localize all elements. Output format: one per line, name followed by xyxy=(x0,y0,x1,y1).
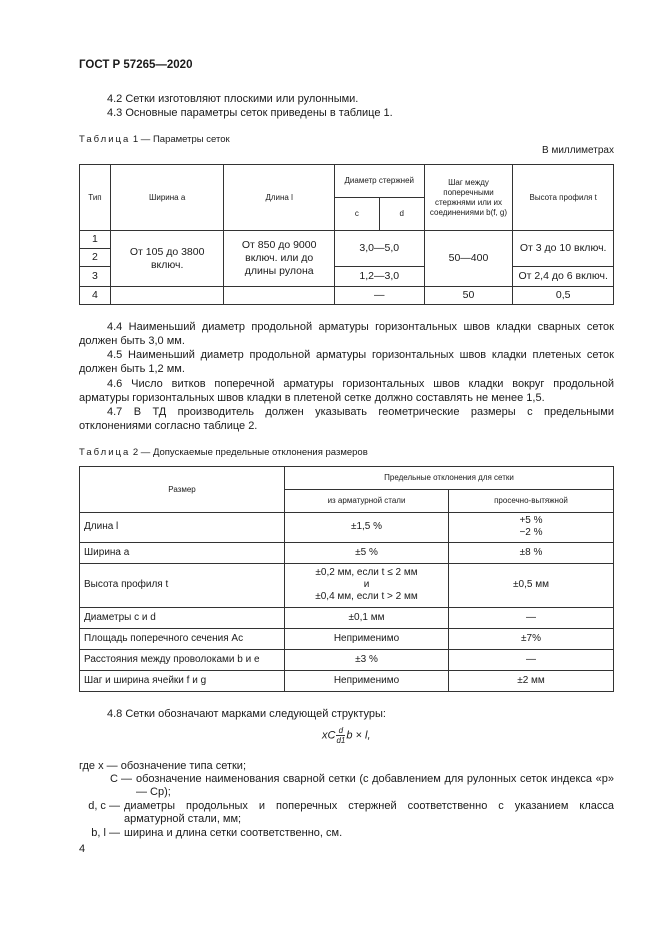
t1-diameter-4: — xyxy=(334,287,424,305)
marking-formula xyxy=(322,726,371,745)
t1-height-4: 0,5 xyxy=(513,287,614,305)
t1-head-d: d xyxy=(379,198,424,231)
formula-denominator: d1 xyxy=(336,736,346,745)
paragraph-4-8: 4.8 Сетки обозначают марками следующей структуры: xyxy=(107,708,386,720)
t2-row-diameters-expanded: — xyxy=(449,607,614,628)
legend-line-dc xyxy=(79,800,614,826)
table2-caption xyxy=(79,447,368,458)
table1-caption-text: 1 — Параметры сеток xyxy=(130,134,230,145)
legend-text: диаметры продольных и поперечных стержней соответственно с указанием класса арматурной стали, мм; xyxy=(124,800,614,825)
t1-type-4: 4 xyxy=(80,287,111,305)
paragraph-4-4: 4.4 Наименьший диаметр продольной арматуры горизонтальных швов кладки сварных сеток должен быть 3,0 мм. xyxy=(79,321,614,347)
t2-row-diameters-steel: ±0,1 мм xyxy=(285,607,449,628)
paragraph-4-6: 4.6 Число витков поперечной арматуры горизонтальных швов кладки вокруг продольной арматуры горизонтальных швов кладки в плетеной сетке должно составлять не менее 1,5. xyxy=(79,378,614,404)
t2-row-area-steel: Неприменимо xyxy=(285,628,449,649)
table-2 xyxy=(79,466,614,692)
t1-head-width: Ширина a xyxy=(110,165,223,231)
table2-caption-word: Таблица xyxy=(79,447,131,458)
t2-row-height-expanded: ±0,5 мм xyxy=(449,563,614,607)
legend-symbol: где x — xyxy=(79,760,118,772)
t2-row-mesh-name: Шаг и ширина ячейки f и g xyxy=(80,670,285,691)
t1-height-12: От 3 до 10 включ. xyxy=(513,231,614,266)
t2-row-area-expanded: ±7% xyxy=(449,628,614,649)
t2-row-height-steel: ±0,2 мм, если t ≤ 2 мм и ±0,4 мм, если t > 2 мм xyxy=(285,563,449,607)
legend-text: ширина и длина сетки соответственно, см. xyxy=(124,827,343,839)
paragraph-4-5: 4.5 Наименьший диаметр продольной арматуры горизонтальных швов кладки плетеных сеток должен быть 1,2 мм. xyxy=(79,349,614,375)
t1-width-4-empty xyxy=(110,287,223,305)
t2-row-width-expanded: ±8 % xyxy=(449,542,614,563)
table2-caption-text: 2 — Допускаемые предельные отклонения размеров xyxy=(130,447,368,458)
t2-head-steel: из арматурной стали xyxy=(285,490,449,513)
t2-row-mesh-expanded: ±2 мм xyxy=(449,670,614,691)
table1-caption xyxy=(79,134,230,145)
t2-row-diameters-name: Диаметры c и d xyxy=(80,607,285,628)
t2-row-length-name: Длина l xyxy=(80,513,285,542)
t1-step-123: 50—400 xyxy=(424,231,513,287)
t1-head-length: Длина l xyxy=(224,165,335,231)
legend-symbol: d, c — xyxy=(88,800,120,812)
t1-diameter-12: 3,0—5,0 xyxy=(334,231,424,266)
t1-height-3: От 2,4 до 6 включ. xyxy=(513,266,614,287)
t2-row-area-name: Площадь поперечного сечения Ac xyxy=(80,628,285,649)
t1-diameter-3: 1,2—3,0 xyxy=(334,266,424,287)
t2-row-spacing-expanded: — xyxy=(449,649,614,670)
table1-units: В миллиметрах xyxy=(542,145,614,156)
t2-head-expanded: просечно-вытяжной xyxy=(449,490,614,513)
legend-line-c xyxy=(79,773,614,799)
paragraph-4-7: 4.7 В ТД производитель должен указывать геометрические размеры с предельными отклонениями согласно таблице 2. xyxy=(79,406,614,432)
t2-row-height-name: Высота профиля t xyxy=(80,563,285,607)
t2-row-width-steel: ±5 % xyxy=(285,542,449,563)
formula-suffix: b × l, xyxy=(346,729,371,742)
t1-type-3: 3 xyxy=(80,266,111,287)
t2-row-spacing-name: Расстояния между проволоками b и e xyxy=(80,649,285,670)
paragraph-4-2: 4.2 Сетки изготовляют плоскими или рулонными. xyxy=(107,93,359,105)
t1-head-diameter: Диаметр стержней xyxy=(334,165,424,198)
document-header: ГОСТ Р 57265—2020 xyxy=(79,59,193,71)
t1-head-type: Тип xyxy=(80,165,111,231)
t2-row-mesh-steel: Неприменимо xyxy=(285,670,449,691)
t2-head-size: Размер xyxy=(80,467,285,513)
t1-type-2: 2 xyxy=(80,248,111,266)
paragraph-4-3: 4.3 Основные параметры сеток приведены в таблице 1. xyxy=(107,107,393,119)
t1-type-1: 1 xyxy=(80,231,111,249)
legend-line-bl xyxy=(79,827,614,840)
t1-head-c: c xyxy=(334,198,379,231)
t2-row-length-steel: ±1,5 % xyxy=(285,513,449,542)
t2-row-length-expanded: +5 % −2 % xyxy=(449,513,614,542)
formula-numerator: d xyxy=(336,726,345,736)
legend-text: обозначение типа сетки; xyxy=(120,760,246,772)
legend-symbol: C — xyxy=(110,773,132,785)
t1-length-value: От 850 до 9000 включ. или до длины рулона xyxy=(224,231,335,287)
legend-symbol: b, l — xyxy=(91,827,120,839)
t1-width-value: От 105 до 3800 включ. xyxy=(110,231,223,287)
page-number: 4 xyxy=(79,843,86,855)
t1-length-4-empty xyxy=(224,287,335,305)
t2-row-spacing-steel: ±3 % xyxy=(285,649,449,670)
formula-fraction xyxy=(336,726,345,745)
t1-step-4: 50 xyxy=(424,287,513,305)
t2-head-limits: Предельные отклонения для сетки xyxy=(285,467,614,490)
legend-text: обозначение наименования сварной сетки (с добавлением для рулонных сеток индекса «р» — Cр); xyxy=(136,773,614,798)
t1-head-step: Шаг между поперечными стержнями или их соединениями b(f, g) xyxy=(424,165,513,231)
table-1 xyxy=(79,164,614,305)
t2-row-width-name: Ширина a xyxy=(80,542,285,563)
formula-prefix: xC xyxy=(322,729,336,742)
t1-head-height: Высота профиля t xyxy=(513,165,614,231)
legend-line-x xyxy=(79,760,614,773)
table1-caption-word: Таблица xyxy=(79,134,131,145)
